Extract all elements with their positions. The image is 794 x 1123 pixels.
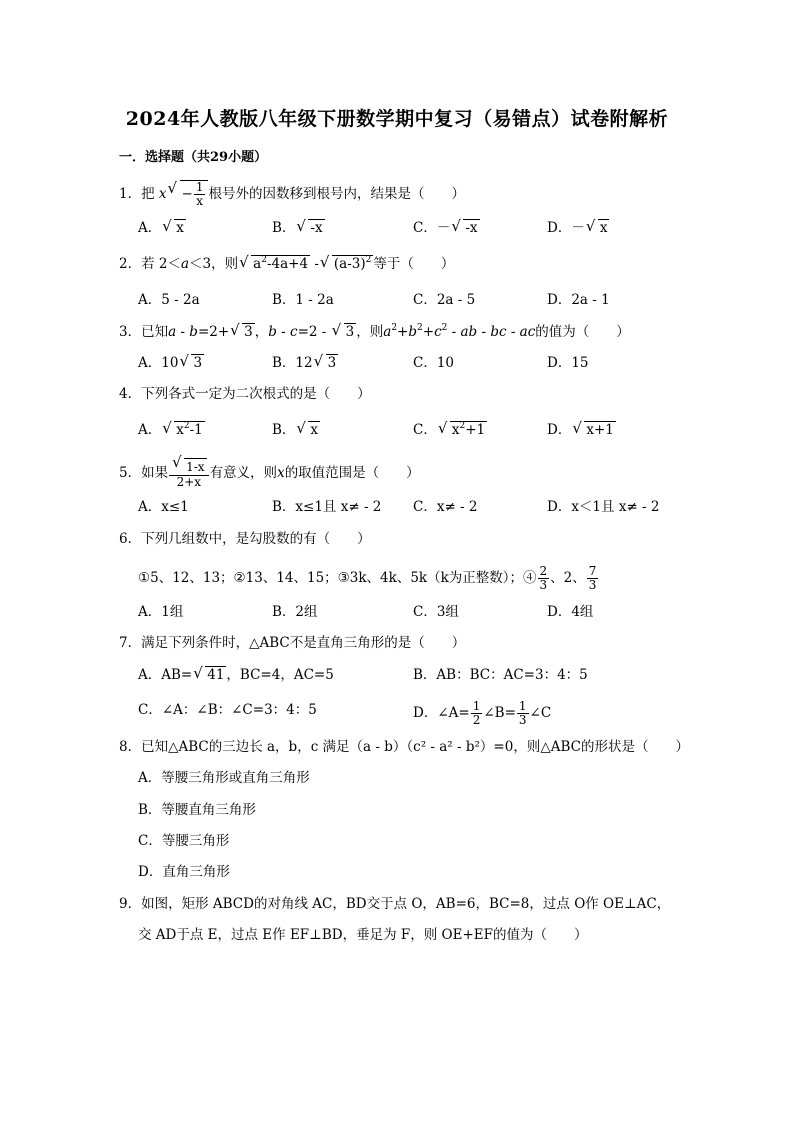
q3-a-label: A．10 — [138, 355, 179, 371]
q1-option-d — [547, 218, 609, 238]
q6-option-c: C．3组 — [413, 604, 459, 620]
question-3-stem — [119, 322, 630, 342]
q4-d-radical — [572, 420, 616, 440]
q2-rad1-sup: 2 — [261, 255, 267, 265]
q1-option-c — [413, 218, 480, 238]
q4-c-radical — [438, 420, 487, 440]
q1-b-radical — [296, 218, 324, 238]
q4-option-a — [138, 420, 205, 440]
q3-r1: 3 — [244, 324, 253, 340]
q5-var: x — [277, 465, 285, 481]
q7-d-f1-den: 2 — [472, 713, 481, 727]
q3-s3: 2 — [441, 323, 448, 333]
q1-frac-den: x — [196, 194, 204, 208]
q6-f2-num: 7 — [588, 564, 597, 578]
q7-d-f2-den: 3 — [518, 713, 527, 727]
q1-c-rad: -x — [465, 220, 478, 236]
q5-radical — [172, 458, 206, 475]
q6-option-a: A．1组 — [138, 604, 184, 620]
q6-mid: 、2、 — [550, 570, 586, 586]
q1-c-label: C． — [413, 220, 437, 236]
q3-option-a — [138, 353, 204, 373]
q3-a-radical — [179, 353, 204, 373]
q1-option-a — [138, 218, 186, 238]
q8-option-a: A．等腰三角形或直角三角形 — [138, 770, 310, 786]
section-heading: 一．选择题（共29小题） — [119, 150, 268, 165]
q2-tail: 等于（ ） — [373, 256, 455, 272]
q3-r2: 3 — [345, 324, 355, 340]
q3-option-b — [272, 353, 338, 373]
q6-option-d: D．4组 — [547, 604, 594, 620]
q1-b-label: B． — [272, 220, 296, 236]
q3-b-label: B．12 — [272, 355, 313, 371]
q4-d-base: x+1 — [586, 422, 614, 438]
q2-rad2-sup: 2 — [365, 255, 372, 265]
q7-a-rad: 41 — [207, 667, 225, 683]
q3-e1b: =2+ — [197, 324, 230, 340]
q3-e3: a — [383, 324, 392, 340]
q5-tail: 的取值范围是（ ） — [284, 465, 420, 481]
q4-c-label: C． — [413, 422, 437, 438]
question-8-stem: 8．已知△ABC的三边长 a，b，c 满足（a - b）（c² - a² - b²）=0，则△ABC的形状是（ ） — [119, 739, 689, 755]
q3-a-rad: 3 — [193, 355, 203, 371]
q6-f1-den: 3 — [539, 578, 548, 592]
q1-minus: − — [181, 186, 193, 202]
q1-a-label: A． — [138, 220, 162, 236]
q7-option-d — [413, 700, 551, 727]
q3-e1: a - b — [168, 324, 198, 340]
q7-option-a — [138, 665, 334, 685]
q8-option-d: D．直角三角形 — [138, 864, 230, 880]
q3-e6: - ab - bc - ac — [447, 324, 536, 340]
q2-pre: 2．若 2＜ — [119, 256, 181, 272]
q4-b-base: x — [310, 422, 319, 438]
q2-radical-2 — [320, 254, 373, 274]
q1-c-radical — [451, 218, 479, 238]
q6-f2-den: 3 — [588, 578, 597, 592]
q6-groups — [138, 565, 599, 592]
q7-d-fraction-1 — [471, 700, 483, 727]
q7-d-f1-num: 1 — [472, 699, 481, 713]
q6-option-b: B．2组 — [272, 604, 318, 620]
q5-fraction — [169, 458, 208, 489]
q7-d-mid: ∠B= — [483, 705, 516, 721]
q2-option-c: C．2a - 5 — [413, 292, 476, 308]
q8-option-b: B．等腰直角三角形 — [138, 802, 256, 818]
q7-d-f2-num: 1 — [518, 699, 527, 713]
question-6-stem: 6．下列几组数中，是勾股数的有（ ） — [119, 531, 371, 547]
q1-stem-text: 根号外的因数移到根号内，结果是（ ） — [208, 186, 465, 202]
q3-b-radical — [314, 353, 339, 373]
q3-p1: + — [397, 324, 409, 340]
q1-var: x — [158, 186, 167, 202]
q7-option-c: C．∠A：∠B：∠C=3：4：5 — [138, 702, 317, 718]
question-4-stem: 4．下列各式一定为二次根式的是（ ） — [119, 386, 371, 402]
q4-c-tail: +1 — [465, 422, 486, 438]
question-2-stem — [119, 254, 454, 274]
q2-option-d: D．2a - 1 — [547, 292, 610, 308]
q5-num: 1-x — [186, 460, 205, 474]
q3-b-rad: 3 — [327, 355, 337, 371]
q3-e2b: =2 - — [297, 324, 331, 340]
q1-frac-num: 1 — [195, 180, 204, 194]
q1-number: 1．把 — [119, 186, 155, 202]
q5-den: 2+x — [176, 475, 202, 489]
q1-b-rad: -x — [310, 220, 323, 236]
q4-a-radical — [162, 420, 205, 440]
q3-pre: 3．已知 — [119, 324, 169, 340]
q1-d-pre: － — [571, 220, 585, 236]
q3-e5: c — [434, 324, 442, 340]
q4-option-c — [413, 420, 487, 440]
q1-d-rad: x — [599, 220, 608, 236]
q4-c-sup: 2 — [459, 421, 466, 431]
q3-tail: 的值为（ ） — [535, 324, 630, 340]
q7-a-radical — [193, 665, 226, 685]
q5-option-c: C．x≠ - 2 — [413, 499, 478, 515]
q2-option-a: A．5 - 2a — [138, 292, 200, 308]
q2-rad1-tail: -4a+4 — [266, 256, 309, 272]
q6-fraction-2 — [587, 565, 599, 592]
q4-a-tail: -1 — [189, 422, 203, 438]
q1-a-radical — [162, 218, 186, 238]
q3-p2: + — [422, 324, 435, 340]
q2-sep: - — [310, 256, 319, 272]
q3-radical-2 — [332, 322, 357, 342]
q5-mid: 有意义，则 — [209, 465, 278, 481]
q3-option-d: D．15 — [547, 355, 589, 371]
q4-c-base: x — [451, 422, 460, 438]
q4-option-b — [272, 420, 320, 440]
q5-option-b: B．x≤1且 x≠ - 2 — [272, 499, 382, 515]
q3-c1: ， — [254, 324, 269, 340]
q7-a-pre: A．AB= — [138, 667, 193, 683]
q7-d-fraction-2 — [517, 700, 529, 727]
q2-radical-1 — [239, 254, 310, 274]
q6-fraction-1 — [538, 565, 550, 592]
q1-radical — [168, 180, 209, 208]
q1-d-label: D． — [547, 220, 572, 236]
q6-groups-text: ①5、12、13；②13、14、15；③3k、4k、5k（k为正整数）；④ — [138, 570, 537, 586]
q5-pre: 5．如果 — [119, 465, 169, 481]
q4-a-label: A． — [138, 422, 162, 438]
q1-a-rad: x — [176, 220, 184, 236]
q2-mid: ＜3，则 — [189, 256, 239, 272]
q3-e4: b — [408, 324, 418, 340]
question-9-line-1: 9．如图，矩形 ABCD的对角线 AC，BD交于点 O，AB=6，BC=8，过点 O作 OE⊥AC， — [119, 896, 671, 912]
q1-d-radical — [586, 218, 610, 238]
q4-a-base: x — [176, 422, 184, 438]
question-5-stem — [119, 458, 420, 489]
q7-d-pre: D．∠A= — [413, 705, 470, 721]
q3-c2: ，则 — [356, 324, 384, 340]
q4-d-label: D． — [547, 422, 572, 438]
q4-option-d — [547, 420, 616, 440]
question-7-stem: 7．满足下列条件时，△ABC不是直角三角形的是（ ） — [119, 635, 466, 651]
q4-b-radical — [296, 420, 320, 440]
q7-d-tail: ∠C — [529, 705, 552, 721]
question-9-line-2: 交 AD于点 E，过点 E作 EF⊥BD，垂足为 F，则 OE+EF的值为（ ） — [138, 927, 588, 943]
q4-b-label: B． — [272, 422, 296, 438]
q2-rad2-base: (a-3) — [333, 256, 366, 272]
q3-s2: 2 — [417, 323, 423, 333]
question-1-stem — [119, 180, 465, 208]
q4-a-sup: 2 — [183, 421, 190, 431]
q3-radical-1 — [230, 322, 255, 342]
q5-option-a: A．x≤1 — [138, 499, 189, 515]
q1-c-pre: － — [436, 220, 451, 236]
page-title: 2024年人教版八年级下册数学期中复习（易错点）试卷附解析 — [125, 108, 669, 130]
q1-fraction — [194, 181, 206, 208]
q2-var: a — [180, 256, 190, 272]
q7-option-b: B．AB：BC：AC=3：4：5 — [413, 667, 588, 683]
q7-a-tail: ，BC=4，AC=5 — [226, 667, 334, 683]
q5-option-d: D．x＜1且 x≠ - 2 — [547, 499, 660, 515]
q2-rad1-base: a — [253, 256, 262, 272]
q3-option-c: C．10 — [413, 355, 455, 371]
q3-e2: b - c — [268, 324, 298, 340]
q6-f1-num: 2 — [539, 564, 548, 578]
q8-option-c: C．等腰三角形 — [138, 833, 230, 849]
q1-option-b — [272, 218, 325, 238]
q2-option-b: B．1 - 2a — [272, 292, 334, 308]
q3-s1: 2 — [391, 323, 398, 333]
